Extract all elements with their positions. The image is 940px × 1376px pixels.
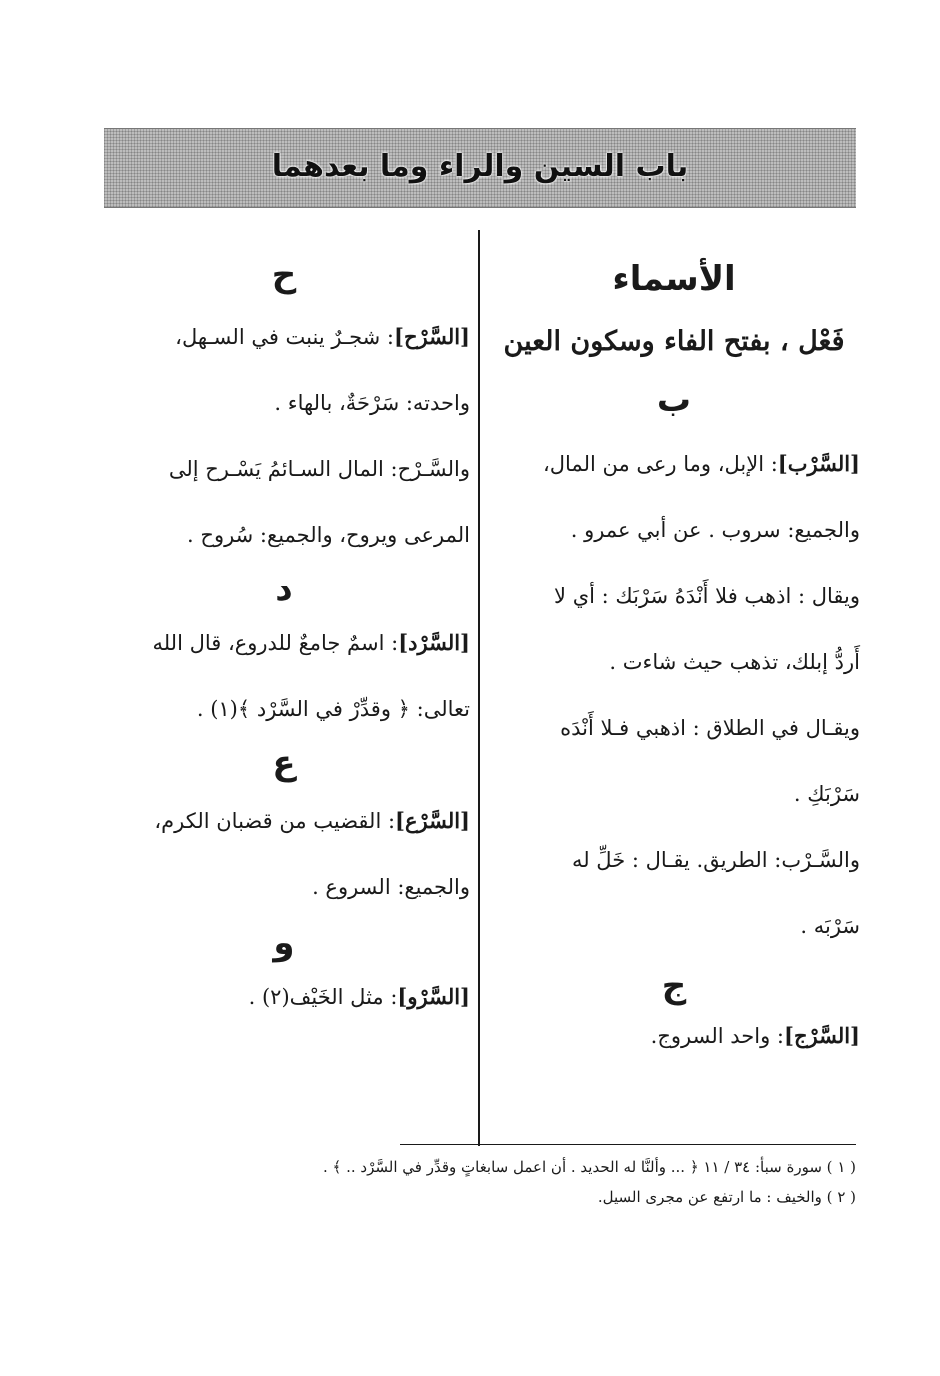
left-column [98,240,470,1030]
entry-text: : القضيب من قضبان الكرم، [154,809,396,833]
entry-term: [السَّرْو] [397,984,470,1009]
letter-heading-h: ح [271,255,297,295]
letter-heading-b: ب [656,380,692,420]
entry-text: سَرْبَكِ . [793,782,860,806]
entry-sar3 [98,788,470,920]
letter-heading-j: ج [661,966,687,1006]
entry-text: واحدته: سَرْحَةٌ، بالهاء . [274,391,470,415]
entry-sarb-saying [488,563,860,695]
entry-sarh [98,304,470,436]
letter-heading-w: و [273,923,295,963]
entry-text: ويقال : اذهب فلا أَنْدَهُ سَرْبَك : أي لا [554,584,860,608]
entry-term: [السَّرْح] [394,324,470,349]
entry-term: [السَّرْع] [395,808,470,833]
entry-text: : الإبل، وما رعى من المال، [543,452,778,476]
heading-nouns: الأسماء [612,259,736,299]
entry-term: [السَّرْب] [777,451,860,476]
entry-text: ويقـال في الطلاق : اذهبي فـلا أَنْدَه [560,716,860,740]
letter-heading-d: د [275,569,293,609]
column-divider [478,230,480,1146]
entry-text: والجميع: سروب . عن أبي عمرو . [570,518,860,542]
entry-sarb-divorce [488,695,860,827]
entry-sarb [488,431,860,563]
entry-text: والسَّـرْح: المال السـائمُ يَسْـرح إلى [168,457,470,481]
right-column [488,240,860,1069]
entry-text: والسَّـرْب: الطريق. يقـال : خَلِّ له [571,848,860,872]
entry-sarw [98,964,470,1030]
entry-term: [السَّرْد] [398,630,470,655]
entry-text: : شجـرٌ ينبت في السـهل، [175,325,395,349]
entry-text: : اسمٌ جامعٌ للدروع، قال الله [152,631,399,655]
entry-text: : مثل الخَيْف(٢) . [248,985,398,1009]
entry-sarj [488,1003,860,1069]
footnote-rule [400,1144,856,1145]
footnote-2: ( ٢ ) والخيف : ما ارتفع عن مجرى السيل. [597,1188,856,1206]
entry-sarb-road [488,827,860,959]
section-banner [104,128,856,208]
subheading-pattern: فَعْل ، بفتح الفاء وسكون العين [503,326,845,357]
footnotes [104,1152,856,1212]
entry-text: أَردُّ إبلك، تذهب حيث شاءت . [609,650,860,674]
section-title: باب السين والراء وما بعدهما [271,149,689,184]
letter-heading-ain: ع [272,743,296,783]
entry-term: [السَّرْج] [784,1023,860,1048]
entry-text: والجميع: السروع . [312,875,470,899]
entry-text: سَرْبَه . [800,914,860,938]
entry-text: : واحد السروج. [650,1024,785,1048]
entry-text: تعالى: ﴿ وقدِّرْ في السَّرْد ﴾(١) . [196,697,470,721]
footnote-1: ( ١ ) سورة سبأ: ٣٤ / ١١ ﴿ ... وألنَّا له الحديد . أن اعمل سابغاتٍ وقدِّر في السَّرْد .. ﴾ . [323,1158,856,1176]
entry-sard [98,610,470,742]
entry-text: المرعى ويروح، والجميع: سُروح . [187,523,470,547]
entry-sarh-cattle [98,436,470,568]
